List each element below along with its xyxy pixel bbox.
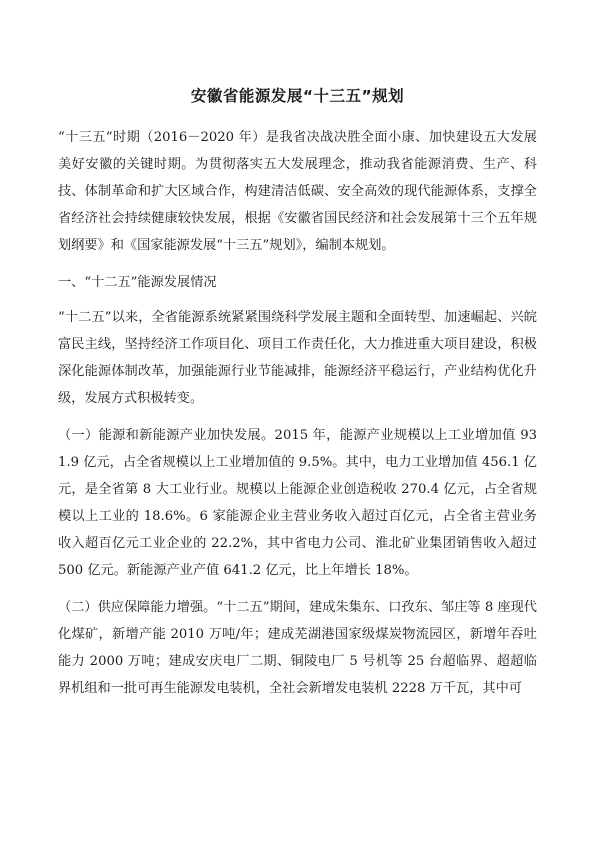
supply-paragraph: （二）供应保障能力增强。“十二五”期间，建成朱集东、口孜东、邹庄等 8 座现代化煤矿，新增产能 2010 万吨/年；建成芜湖港国家级煤炭物流园区，新增年吞吐能力 2000 万吨；建成安庆电厂二期、铜陵电厂 5 号机等 25 台超临界、超超临界机组和一批可再生能源发电装机，全社会新增发电装机 2228 万千瓦，其中可 <box>58 600 537 696</box>
section-heading: 一、“十二五”能源发展情况 <box>58 275 217 290</box>
overview-paragraph: “十二五”以来，全省能源系统紧紧围绕科学发展主题和全面转型、加速崛起、兴皖富民主线，坚持经济工作项目化、项目工作责任化，大力推进重大项目建设，积极深化能源体制改革，加强能源行业节能减排，能源经济平稳运行，产业结构优化升级，发展方式积极转变。 <box>58 310 537 406</box>
page-title: 安徽省能源发展“十三五”规划 <box>190 87 405 105</box>
intro-paragraph: “十三五”时期（2016－2020 年）是我省决战决胜全面小康、加快建设五大发展美好安徽的关键时期。为贯彻落实五大发展理念，推动我省能源消费、生产、科技、体制革命和扩大区域合作，构建清洁低碳、安全高效的现代能源体系，支撑全省经济社会持续健康较快发展，根据《安徽省国民经济和社会发展第十三个五年规划纲要》和《国家能源发展“十三五”规划》，编制本规划。 <box>58 130 537 253</box>
industry-paragraph: （一）能源和新能源产业加快发展。2015 年，能源产业规模以上工业增加值 931.9 亿元，占全省规模以上工业增加值的 9.5%。其中，电力工业增加值 456.1 亿元，是全省第 8 大工业行业。规模以上能源企业创造税收 270.4 亿元，占全省规模以上工业的 18.6%。6 家能源企业主营业务收入超过百亿元，占全省主营业务收入超百亿元工业企业的 22.2%，其中省电力公司、淮北矿业集团销售收入超过 500 亿元。新能源产业产值 641.2 亿元，比上年增长 18%。 <box>58 428 537 578</box>
